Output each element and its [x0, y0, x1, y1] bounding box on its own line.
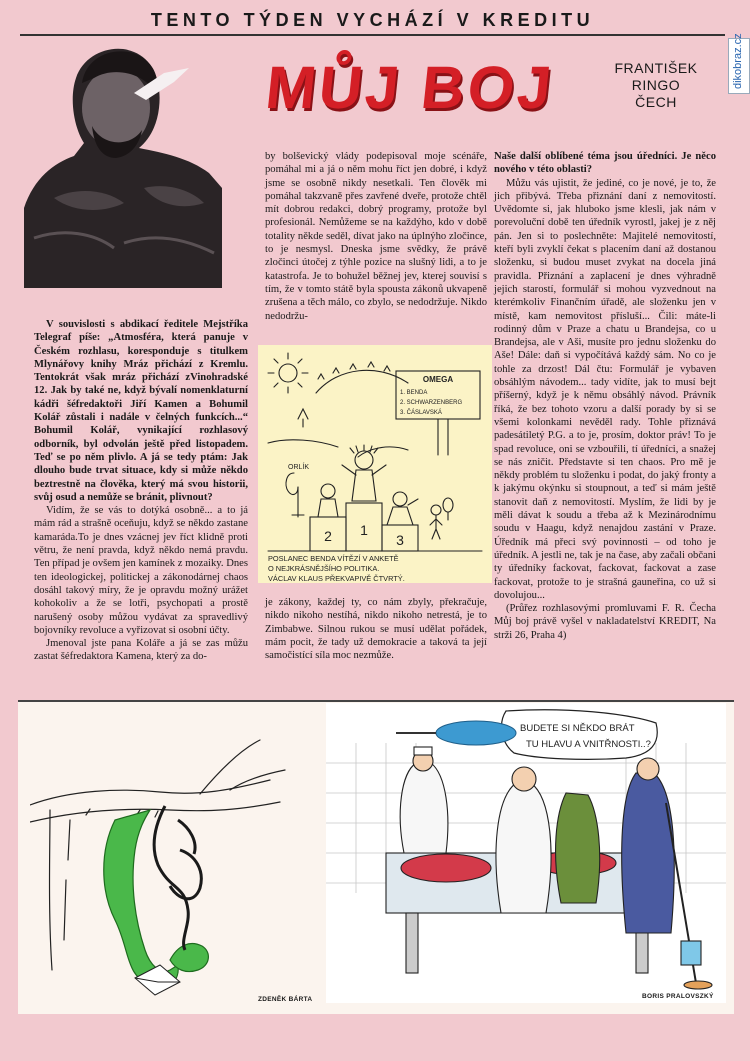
- article-column-3: [494, 150, 716, 642]
- doctor-figure: [496, 783, 551, 913]
- surgery-cartoon-signature: BORIS PRALOVSZKÝ: [642, 993, 714, 1000]
- snake-head: [170, 944, 208, 972]
- author-nickname: RINGO: [631, 77, 681, 93]
- surgeon-figure: [400, 763, 448, 853]
- podium-number-1: 1: [360, 522, 368, 538]
- noose-rope: [154, 806, 188, 950]
- cleaner-figure: [556, 793, 600, 903]
- sun-icon: [279, 364, 297, 382]
- poll-caption-line-1: POSLANEC BENDA VÍTĚZÍ V ANKETĚ: [268, 554, 399, 563]
- poll-cartoon: [258, 345, 492, 583]
- column1-paragraph-2: Vidím, že se vás to dotýká osobně... a to já mám rád a strašně oceňuju, když se někdo zastane kamaráda.To je dnes vzácnej jev říct klidně proti větru, že není pravda, když někdo nemá pravdu. Ten případ je ovšem jen kamínek z mozaiky. Dnes ten ideologickej, politickej a zákonodárnej chaos dosáhl takový míry, že je opravdu možný urážet kohokoliv a že se lotři, psychopati a prostě narušený osoby můžou vydávat za spravedlivý bojovníky revoluce a vyřizovat si osobní účty.: [34, 505, 248, 636]
- board-line-1: 1. BENDA: [400, 390, 428, 396]
- poll-caption-line-3: VÁCLAV KLAUS PŘEKVAPIVĚ ČTVRTÝ.: [268, 574, 405, 583]
- column1-paragraph-3: Jmenoval jste pana Koláře a já se zas můžu zastat šéfredaktora Kamena, který za do-: [34, 638, 248, 663]
- watermark-tag: [728, 33, 750, 94]
- column3-paragraph-3: (Průřez rozhlasovými promluvami F. R. Čecha Můj boj právě vyšel v nakladatelství KREDIT, Na strži 26, Praha 4): [494, 603, 716, 641]
- column2-paragraph-1: by bolševický vlády podepisoval moje scénáře, pomáhal mi a já o něm mohu říct jen dobré, i když jsme se osobně nikdy nesetkali. Ten člověk mi pomáhal takzvaně přes zavřené dveře, protože chtěl mít dobrou redakci, dobrý programy, protože byl profesionál. Nemůžeme se na každýho, kdo v době totality někde seděl, dívat jako na úplnýho zločince, to je nesmysl. Dneska jsme svědky, že právě zločinci útočej z týhle pozice na slušný lidi, a to je katastrofa. Je to bohužel běžnej jev, kterej souvisí s tím, že v tomto státě byla spousta zákonů ukvapeně zrušena a těch málo, co zbylo, se nedodržuje. Nikdo nedodržu-: [265, 151, 487, 322]
- snake-cartoon-signature: ZDENĚK BÁRTA: [258, 996, 313, 1003]
- speech-bubble: [502, 710, 658, 760]
- column3-paragraph-2: Můžu vás ujistit, že jediné, co je nové, je to, že jich přibývá. Třeba přiznání daní z nemovitostí. Uvědomte si, jak hluboko jsme klesli, jak nám v porevoluční době ten úředník vyrostl, jakej je z něj pán. Jen si to poslechněte: Majitelé nemovitostí, kteří byli zvyklí čekat s placením daní až dostanou složenku, si budou muset zvykat na docela jiná pravidla. Přiznání a zaplacení je dnes výhradně jejich starostí, formulář si mohou vyzvednout na kterémkoliv Finančním úřadě, ale složenku jen v místě, kam nemovitost přísluší... Čili: máte-li rodinný dům v Praze a chatu u Brandejsa, co u Brandejsa, ale v Aši, musíte pro jednu složenku do Aše! Dále: daň si vypočítává každý sám. No co je tohle za drzost! Dál čtu: Formulář je vybaven obsáhlým návodem... tady vidíte, jak to musí bejt příšerný, když je k němu obsáhlý návod. Právník říká, že bez tohoto vzoru a další porady by si se všemi kolonkami nevěděl rady. Tohle přiznává padesátiletý P.G. a to je, prosím, doktor práv! To je spad revoluce, oni se vzbouřili, tí úředníci, a snažej se nás zničit. Představte si ten chaos. Pro mě je někdy problém tu složenku i podat, do jaký fronty a k jakýmu okýnku si stoupnout, a teď si mám ještě stanovit daň z nemovitostí. Myslím, že lidi by je měli dávat k soudu a třeba až k Mezinárodnímu soudu v Haagu, když nenajdou zastání v Praze. Úředník má přeci svý povinnosti – od toho je úředník. A jestli ne, tak je na čase, aby začali občani ty úředníky fackovat, fackovat, fackovat a zase fackovat, protože to je strašná gauneřina, co už si dovolujou...: [494, 177, 716, 601]
- column1-lead-paragraph: V souvislosti s abdikací ředitele Mejstříka Telegraf píše: „Atmosféra, která panuje v Českém rozhlasu, koresponduje s titulkem Mlynářovy knihy Mráz přichází z Kremlu. Tentokrát však mráz přichází zVinohradské 12. Jak by také ne, když bývalí nomenklaturní kádři šéfredaktoři Jiří Kamen a Bohumil Kolář zůstali i nadále v čelných funkcích...“ Bohumil Kolář, vynikající rozhlasový odborník, byl odvolán ještě před listopadem. Teď se po něm plivlo. A já se tedy ptám: Jak dlouho bude trvat situace, kdy si může někdo beztrestně na člověka, který má svou historii, svůj osud a nemůže se bránit, plivnout?: [34, 319, 248, 503]
- podium-number-3: 3: [396, 532, 404, 548]
- snake-body: [104, 810, 179, 987]
- author-last-name: ČECH: [635, 94, 677, 110]
- speech-line-2: TU HLAVU A VNITŘNOSTI..?: [526, 739, 651, 750]
- podium-number-2: 2: [324, 528, 332, 544]
- article-column-2-bottom: [265, 596, 487, 662]
- article-title: MŮJ BOJ: [262, 54, 558, 121]
- article-column-1: [34, 318, 248, 664]
- eagle-icon: [286, 473, 298, 494]
- watermark-text: dikobraz.cz: [732, 33, 744, 89]
- column2-paragraph-2: je zákony, každej ty, co nám zbyly, překračuje, nikdo nikoho nestíhá, nikdo nikoho netrestá, je to Zimbabwe. Silnou rukou se musí udělat pořádek, mám pocit, že tady už demokracie a taková ta její samočistící síla moc nezmůže.: [265, 597, 487, 662]
- page-header: [20, 6, 725, 36]
- poll-caption-line-2: O NEJKRÁSNĚJŠÍHO POLITIKA.: [268, 564, 380, 573]
- article-column-2-top: [265, 150, 487, 323]
- eagle-label: ORLÍK: [288, 464, 310, 471]
- snake-hanging-cartoon: [30, 710, 320, 1005]
- speech-line-1: BUDETE SI NĚKDO BRÁT: [520, 723, 635, 734]
- author-photo: [14, 38, 222, 288]
- surgical-lamp: [436, 721, 516, 745]
- column3-question: Naše další oblíbené téma jsou úředníci. Je něco nového v této oblasti?: [494, 151, 716, 176]
- author-first-name: FRANTIŠEK: [614, 60, 698, 76]
- board-line-3: 3. ČÁSLAVSKÁ: [400, 410, 442, 416]
- poll-cartoon-drawing: [258, 345, 492, 583]
- surgery-cartoon: [326, 703, 726, 1003]
- author-name: [596, 60, 716, 111]
- header-text: TENTO TÝDEN VYCHÁZÍ V KREDITU: [150, 9, 595, 30]
- board-title: OMEGA: [422, 375, 454, 384]
- board-line-2: 2. SCHWARZENBERG: [400, 400, 463, 406]
